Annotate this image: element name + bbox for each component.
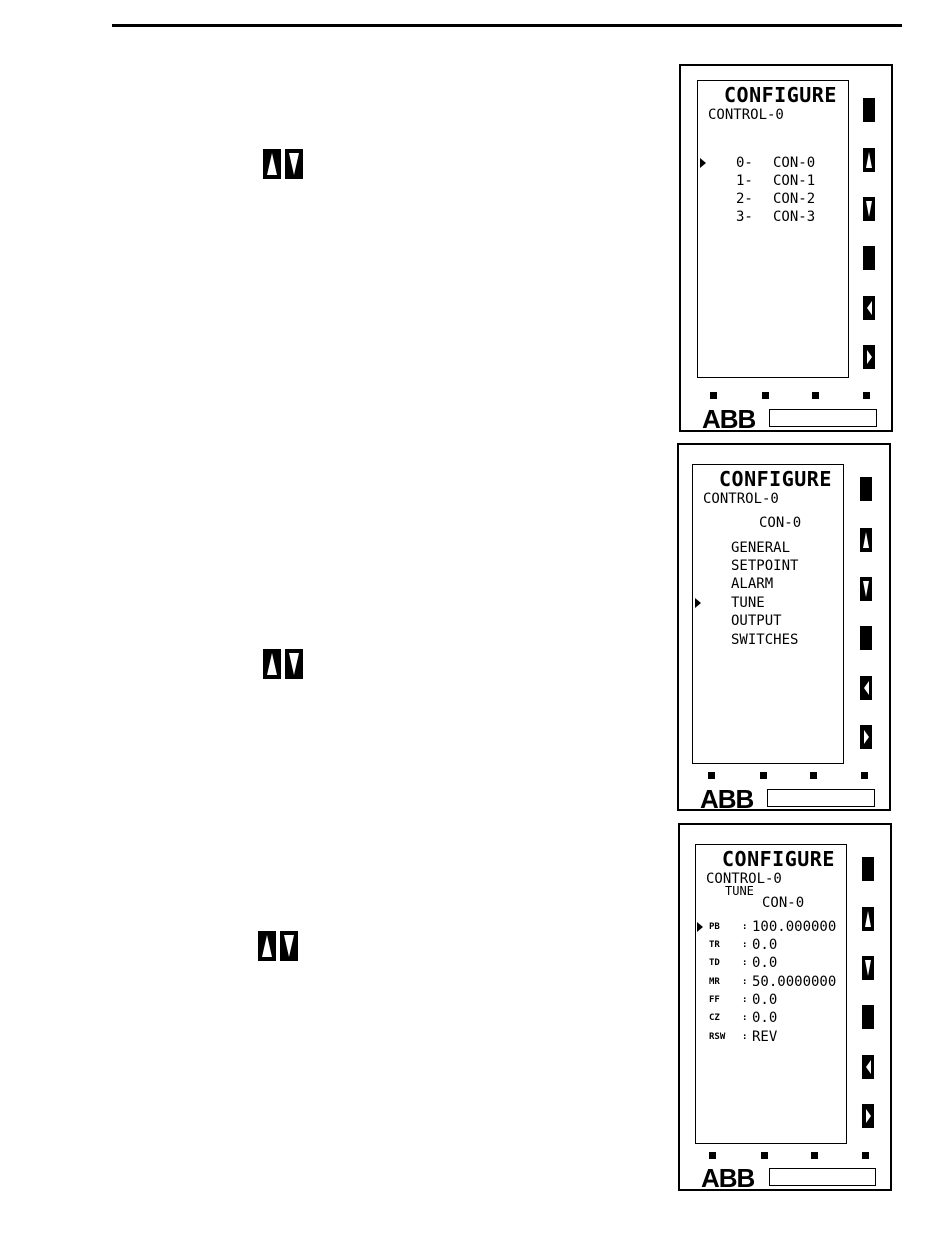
selection-pointer-icon <box>700 158 706 168</box>
param-name: CZ <box>709 1013 720 1023</box>
down-icon <box>863 581 869 597</box>
param-sep: : <box>742 922 748 932</box>
screen-heading: CON-0 <box>759 515 802 531</box>
right-key-button[interactable] <box>860 725 872 749</box>
down-key-button[interactable] <box>863 197 875 221</box>
device-panel-3 <box>678 823 892 1191</box>
param-value[interactable]: 0.0 <box>752 937 778 953</box>
soft-key-button[interactable] <box>812 392 819 399</box>
param-value[interactable]: 50.0000000 <box>752 974 837 990</box>
up-icon <box>863 532 869 548</box>
param-name: RSW <box>709 1032 726 1042</box>
param-sep: : <box>742 1013 748 1023</box>
menu-item[interactable]: ALARM <box>731 576 774 592</box>
screen-subtitle: CONTROL-0 <box>706 871 782 887</box>
menu-item-num: 3- <box>736 209 753 225</box>
soft-key-button[interactable] <box>709 1152 716 1159</box>
down-icon <box>866 201 872 217</box>
blank-key-button[interactable] <box>860 477 872 501</box>
menu-item[interactable]: SWITCHES <box>731 632 799 648</box>
selection-pointer-icon <box>697 922 703 932</box>
screen-heading: CON-0 <box>762 895 805 911</box>
abb-logo: ABB <box>702 404 756 434</box>
down-icon <box>865 960 871 976</box>
label-slot <box>769 409 877 427</box>
param-value[interactable]: 100.000000 <box>752 919 837 935</box>
soft-key-button[interactable] <box>811 1152 818 1159</box>
soft-key-button[interactable] <box>708 772 715 779</box>
param-value[interactable]: REV <box>752 1029 778 1045</box>
right-key-button[interactable] <box>862 1104 874 1128</box>
param-value[interactable]: 0.0 <box>752 1010 778 1026</box>
menu-item-label[interactable]: CON-0 <box>773 155 816 171</box>
screen-title: CONFIGURE <box>724 83 837 107</box>
param-name: TR <box>709 940 720 950</box>
menu-item-num: 2- <box>736 191 753 207</box>
menu-item-label[interactable]: CON-1 <box>773 173 816 189</box>
right-key-button[interactable] <box>863 345 875 369</box>
screen-title: CONFIGURE <box>722 847 835 871</box>
arrow-keys-3 <box>258 931 298 961</box>
soft-key-button[interactable] <box>762 392 769 399</box>
left-icon <box>866 1060 871 1074</box>
up-icon <box>865 911 871 927</box>
param-value[interactable]: 0.0 <box>752 955 778 971</box>
page-top-rule <box>112 24 902 27</box>
right-icon <box>864 730 869 744</box>
menu-item[interactable]: TUNE <box>731 595 765 611</box>
soft-key-button[interactable] <box>760 772 767 779</box>
soft-key-button[interactable] <box>710 392 717 399</box>
up-arrow-key-icon <box>258 931 276 961</box>
abb-logo: ABB <box>701 1163 755 1193</box>
screen-subtitle: CONTROL-0 <box>708 107 784 123</box>
down-arrow-key-icon <box>280 931 298 961</box>
device-panel-1 <box>679 64 893 432</box>
param-sep: : <box>742 958 748 968</box>
down-arrow-key-icon <box>285 649 303 679</box>
blank-key-button[interactable] <box>862 857 874 881</box>
param-name: TD <box>709 958 720 968</box>
screen-section: TUNE <box>725 884 754 898</box>
screen-subtitle: CONTROL-0 <box>703 491 779 507</box>
up-arrow-key-icon <box>263 149 281 179</box>
lcd-screen <box>692 464 844 764</box>
left-icon <box>867 301 872 315</box>
up-arrow-key-icon <box>263 649 281 679</box>
left-key-button[interactable] <box>863 296 875 320</box>
selection-pointer-icon <box>695 598 701 608</box>
blank-key-button[interactable] <box>863 246 875 270</box>
soft-key-button[interactable] <box>863 392 870 399</box>
down-key-button[interactable] <box>862 956 874 980</box>
lcd-screen <box>697 80 849 378</box>
right-icon <box>866 1109 871 1123</box>
abb-logo: ABB <box>700 784 754 814</box>
screen-title: CONFIGURE <box>719 467 832 491</box>
blank-key-button[interactable] <box>863 98 875 122</box>
param-name: MR <box>709 977 720 987</box>
param-sep: : <box>742 940 748 950</box>
lcd-screen <box>695 844 847 1144</box>
up-icon <box>866 152 872 168</box>
up-key-button[interactable] <box>862 907 874 931</box>
blank-key-button[interactable] <box>862 1005 874 1029</box>
menu-item-label[interactable]: CON-2 <box>773 191 816 207</box>
right-icon <box>867 350 872 364</box>
param-name: PB <box>709 922 720 932</box>
up-key-button[interactable] <box>860 528 872 552</box>
left-icon <box>864 681 869 695</box>
down-arrow-key-icon <box>285 149 303 179</box>
device-panel-2 <box>677 443 891 814</box>
soft-key-button[interactable] <box>761 1152 768 1159</box>
menu-item-label[interactable]: CON-3 <box>773 209 816 225</box>
arrow-keys-1 <box>263 149 303 179</box>
left-key-button[interactable] <box>862 1055 874 1079</box>
param-value[interactable]: 0.0 <box>752 992 778 1008</box>
param-name: FF <box>709 995 720 1005</box>
soft-key-button[interactable] <box>862 1152 869 1159</box>
param-sep: : <box>742 977 748 987</box>
soft-key-button[interactable] <box>861 772 868 779</box>
param-sep: : <box>742 1032 748 1042</box>
menu-item[interactable]: GENERAL <box>731 540 791 556</box>
up-key-button[interactable] <box>863 148 875 172</box>
down-key-button[interactable] <box>860 577 872 601</box>
menu-item[interactable]: SETPOINT <box>731 558 799 574</box>
menu-item[interactable]: OUTPUT <box>731 613 782 629</box>
label-slot <box>769 1168 876 1186</box>
soft-key-button[interactable] <box>810 772 817 779</box>
blank-key-button[interactable] <box>860 626 872 650</box>
arrow-keys-2 <box>263 649 303 679</box>
menu-item-num: 1- <box>736 173 753 189</box>
menu-item-num: 0- <box>736 155 753 171</box>
left-key-button[interactable] <box>860 676 872 700</box>
param-sep: : <box>742 995 748 1005</box>
label-slot <box>767 789 875 807</box>
